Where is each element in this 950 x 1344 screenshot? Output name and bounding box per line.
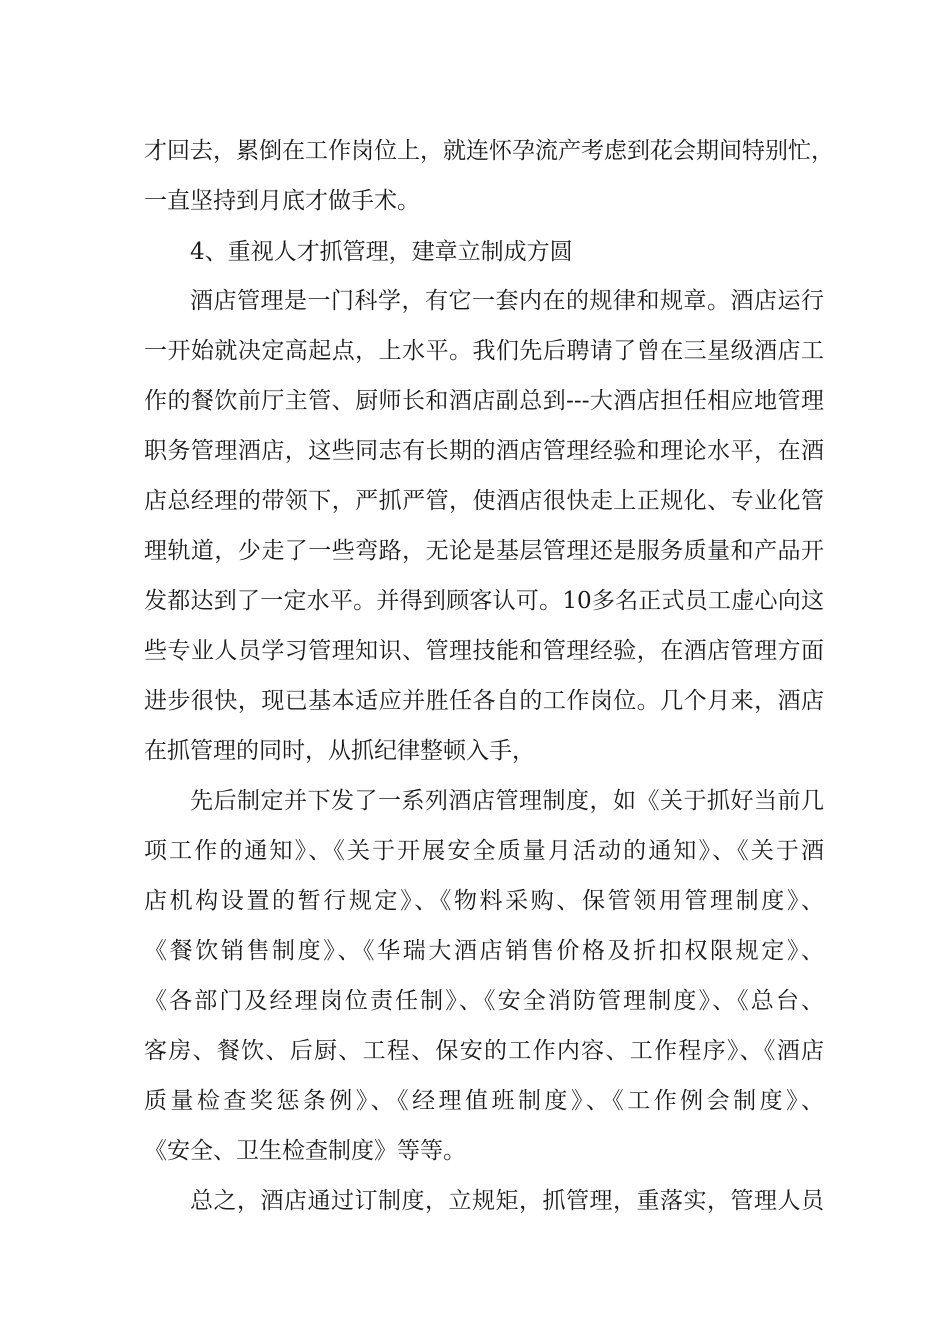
text-line: 质量检查奖惩条例》、《经理值班制度》、《工作例会制度》、 — [144, 1088, 824, 1114]
text-line: 一直坚持到月底才做手术。 — [144, 188, 420, 214]
text-line: 发都达到了一定水平。并得到顾客认可。10多名正式员工虚心向这 — [144, 588, 824, 614]
section-heading: 4、重视人才抓管理，建章立制成方圆 — [190, 239, 573, 265]
text-line: 理轨道，少走了一些弯路，无论是基层管理还是服务质量和产品开 — [144, 538, 824, 564]
text-line: 店机构设置的暂行规定》、《物料采购、保管领用管理制度》、 — [144, 888, 824, 914]
text-line: 客房、餐饮、后厨、工程、保安的工作内容、工作程序》、《酒店 — [144, 1038, 824, 1064]
text-line: 作的餐饮前厅主管、厨师长和酒店副总到---大酒店担任相应地管理 — [144, 388, 824, 414]
text-line: 进步很快，现已基本适应并胜任各自的工作岗位。几个月来，酒店 — [144, 688, 824, 714]
text-line: 《餐饮销售制度》、《华瑞大酒店销售价格及折扣权限规定》、 — [144, 938, 824, 964]
text-line: 店总经理的带领下，严抓严管，使酒店很快走上正规化、专业化管 — [144, 488, 824, 514]
text-line: 才回去，累倒在工作岗位上，就连怀孕流产考虑到花会期间特别忙， — [144, 138, 834, 164]
text-line: 先后制定并下发了一系列酒店管理制度，如《关于抓好当前几 — [190, 788, 824, 814]
text-line: 些专业人员学习管理知识、管理技能和管理经验，在酒店管理方面 — [144, 638, 824, 664]
text-line: 职务管理酒店，这些同志有长期的酒店管理经验和理论水平，在酒 — [144, 438, 824, 464]
text-line: 一开始就决定高起点，上水平。我们先后聘请了曾在三星级酒店工 — [144, 338, 824, 364]
text-line: 总之，酒店通过订制度，立规矩，抓管理，重落实，管理人员 — [190, 1188, 824, 1214]
text-line: 《各部门及经理岗位责任制》、《安全消防管理制度》、《总台、 — [144, 988, 824, 1014]
text-line: 酒店管理是一门科学，有它一套内在的规律和规章。酒店运行 — [190, 288, 824, 314]
text-line: 在抓管理的同时，从抓纪律整顿入手， — [144, 738, 535, 764]
text-line: 项工作的通知》、《关于开展安全质量月活动的通知》、《关于酒 — [144, 838, 824, 864]
text-line: 《安全、卫生检查制度》等等。 — [144, 1138, 466, 1164]
